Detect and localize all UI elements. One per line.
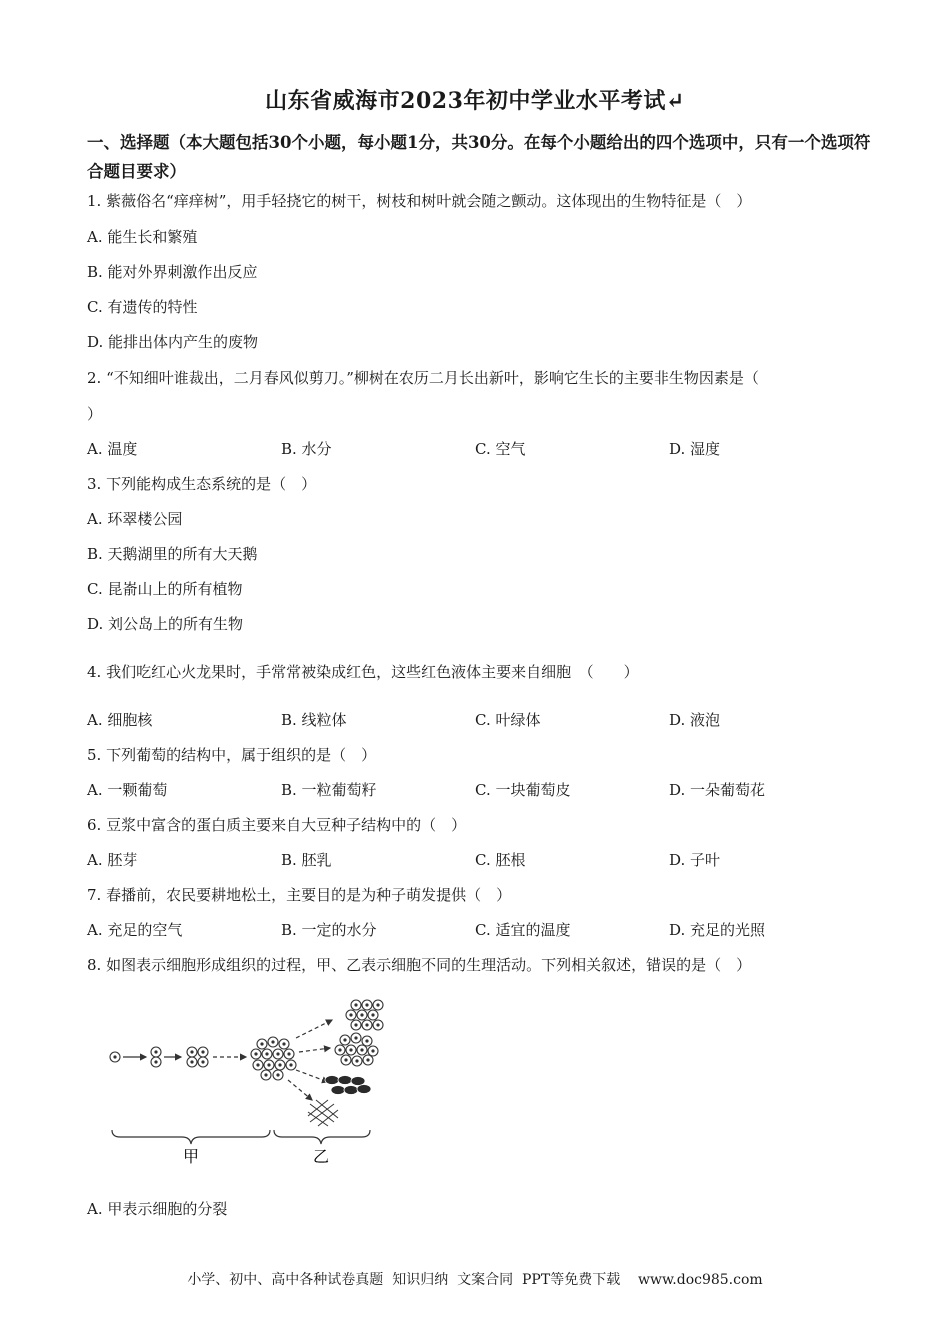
q2-stem: 2. “不知细叶谁裁出，二月春风似剪刀。”柳树在农历二月长出新叶，影响它生长的主要非生物因素是（: [87, 369, 759, 387]
q1-stem: 1. 紫薇俗名“痒痒树”，用手轻挠它的树干，树枝和树叶就会随之颤动。这体现出的生物特征是（ ）: [87, 192, 752, 210]
q5-option-d: D. 一朵葡萄花: [669, 781, 766, 799]
q3-option-a: A. 环翠楼公园: [87, 510, 183, 528]
cell-division-differentiation-diagram: [100, 995, 390, 1170]
q3-option-c: C. 昆嵛山上的所有植物: [87, 580, 243, 598]
exam-title: 山东省威海市2023年初中学业水平考试↵: [265, 88, 685, 114]
q1-option-c: C. 有遗传的特性: [87, 298, 198, 316]
q6-stem: 6. 豆浆中富含的蛋白质主要来自大豆种子结构中的（ ）: [87, 816, 467, 834]
section-header: 一、选择题（本大题包括30个小题，每小题1分，共30分。在每个小题给出的四个选项中，只有一个选项符合题目要求）: [87, 133, 871, 181]
q2-option-d: D. 湿度: [669, 440, 721, 458]
q7-option-b: B. 一定的水分: [281, 921, 377, 939]
q7-stem: 7. 春播前，农民要耕地松土，主要目的是为种子萌发提供（ ）: [87, 886, 512, 904]
q6-option-a: A. 胚芽: [87, 851, 138, 869]
q6-option-d: D. 子叶: [669, 851, 721, 869]
figure-label-jia: 甲: [182, 1147, 200, 1166]
q6-option-c: C. 胚根: [475, 851, 526, 869]
q4-option-c: C. 叶绿体: [475, 711, 541, 729]
q2-stem-cont: ）: [87, 405, 103, 423]
q1-option-a: A. 能生长和繁殖: [87, 228, 198, 246]
q8-stem: 8. 如图表示细胞形成组织的过程，甲、乙表示细胞不同的生理活动。下列相关叙述，错误的是（ ）: [87, 956, 752, 974]
q7-option-a: A. 充足的空气: [87, 921, 183, 939]
q3-option-d: D. 刘公岛上的所有生物: [87, 615, 244, 633]
q5-option-a: A. 一颗葡萄: [87, 781, 168, 799]
q4-stem: 4. 我们吃红心火龙果时，手常常被染成红色，这些红色液体主要来自细胞 （ ）: [87, 663, 639, 681]
figure-label-yi: 乙: [312, 1147, 330, 1166]
q2-option-b: B. 水分: [281, 440, 332, 458]
q2-option-a: A. 温度: [87, 440, 138, 458]
q1-option-b: B. 能对外界刺激作出反应: [87, 263, 258, 281]
q5-stem: 5. 下列葡萄的结构中，属于组织的是（ ）: [87, 746, 377, 764]
q7-option-d: D. 充足的光照: [669, 921, 766, 939]
q2-option-c: C. 空气: [475, 440, 526, 458]
q4-option-d: D. 液泡: [669, 711, 721, 729]
q5-option-c: C. 一块葡萄皮: [475, 781, 571, 799]
q4-option-a: A. 细胞核: [87, 711, 153, 729]
q7-option-c: C. 适宜的温度: [475, 921, 571, 939]
q5-option-b: B. 一粒葡萄籽: [281, 781, 377, 799]
q3-option-b: B. 天鹅湖里的所有大天鹅: [87, 545, 258, 563]
q3-stem: 3. 下列能构成生态系统的是（ ）: [87, 475, 317, 493]
q8-option-a: A. 甲表示细胞的分裂: [87, 1200, 228, 1218]
q1-option-d: D. 能排出体内产生的废物: [87, 333, 259, 351]
footer-advertisement: 小学、初中、高中各种试卷真题 知识归纳 文案合同 PPT等免费下载 www.doc985.com: [187, 1272, 763, 1288]
q4-option-b: B. 线粒体: [281, 711, 347, 729]
q6-option-b: B. 胚乳: [281, 851, 332, 869]
